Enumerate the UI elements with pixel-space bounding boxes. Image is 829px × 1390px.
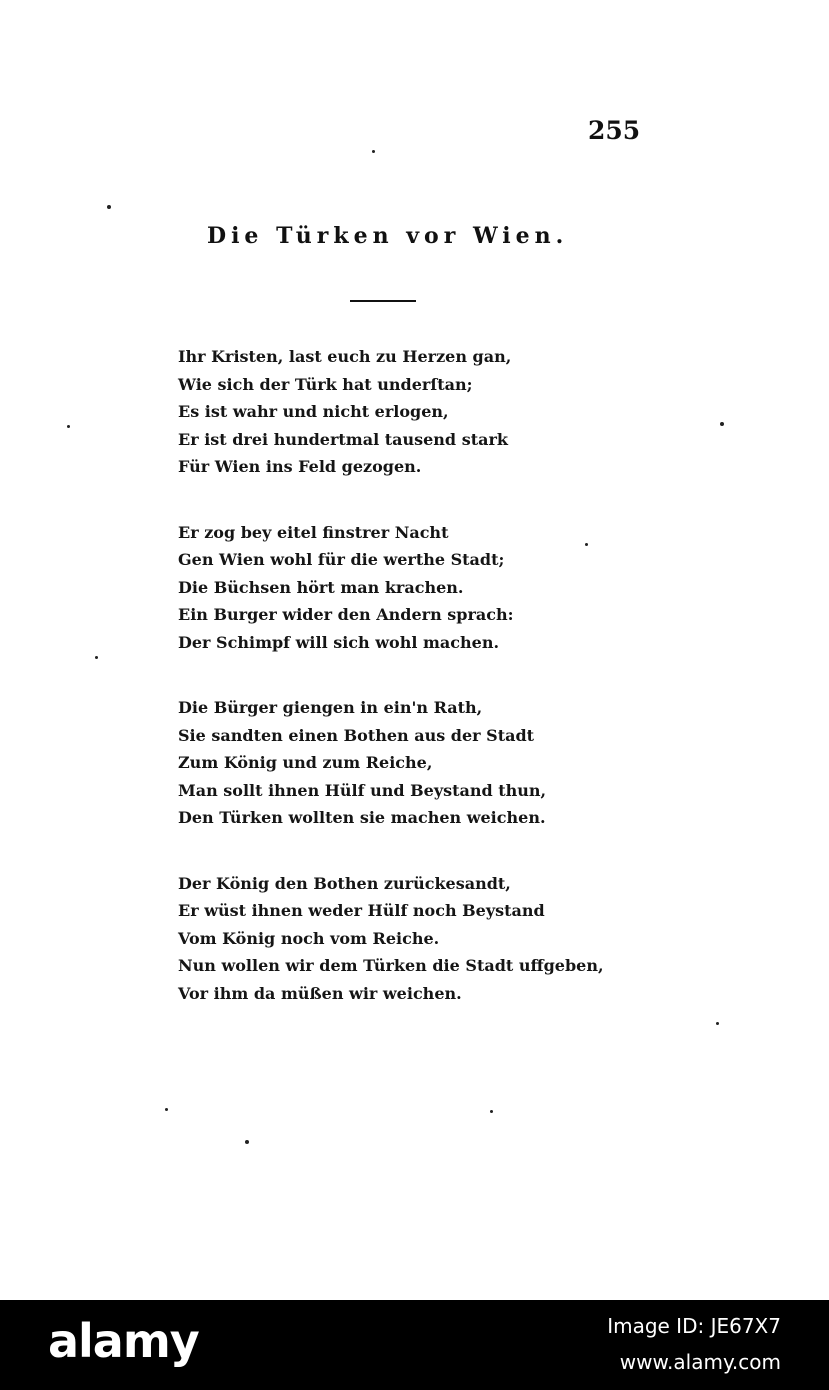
poem-line: Sie sandten einen Bothen aus der Stadt <box>178 725 535 745</box>
poem-body <box>178 343 618 1007</box>
poem-line: Er wüst ihnen weder Hülf noch Beystand <box>178 901 545 920</box>
poem-line: Ein Burger wider den Andern sprach: <box>178 605 514 624</box>
poem-title: Die Türken vor Wien. <box>207 223 569 249</box>
brand-logo: alamy <box>48 1314 199 1368</box>
poem-line: Ihr Kristen, last euch zu Herzen gan, <box>178 347 512 366</box>
poem-line: Es ist wahr und nicht erlogen, <box>178 402 449 421</box>
poem-line: Für Wien ins Feld gezogen. <box>178 457 422 476</box>
poem-line: Zum König und zum Reiche, <box>178 753 433 772</box>
poem-line: Man sollt ihnen Hülf und Beystand thun, <box>178 780 547 800</box>
poem-line: Er ist drei hundertmal tausend stark <box>178 429 508 449</box>
poem-line: Gen Wien wohl für die werthe Stadt; <box>178 550 505 569</box>
paper-speck <box>107 205 111 209</box>
paper-speck <box>716 1022 719 1025</box>
poem-line: Der König den Bothen zurückesandt, <box>178 873 511 893</box>
poem-line: Nun wollen wir dem Türken die Stadt uffgeben, <box>178 956 604 975</box>
title-divider <box>350 300 416 302</box>
stanza-3 <box>178 694 618 832</box>
poem-line: Der Schimpf will sich wohl machen. <box>178 632 500 652</box>
poem-line: Vor ihm da müßen wir weichen. <box>178 983 462 1003</box>
paper-speck <box>372 150 375 153</box>
poem-line: Die Büchsen hört man krachen. <box>178 577 464 597</box>
poem-line: Die Bürger giengen in ein'n Rath, <box>178 698 483 717</box>
paper-speck <box>165 1108 168 1111</box>
poem-line: Er zog bey eitel finstrer Nacht <box>178 522 449 542</box>
poem-line: Vom König noch vom Reiche. <box>178 928 440 948</box>
stanza-4 <box>178 870 618 1008</box>
poem-line: Den Türken wollten sie machen weichen. <box>178 808 546 827</box>
stanza-1 <box>178 343 618 481</box>
image-id: Image ID: JE67X7 <box>607 1314 781 1338</box>
paper-speck <box>490 1110 493 1113</box>
stock-watermark-bar <box>0 1300 829 1390</box>
paper-speck <box>720 422 724 426</box>
site-url: www.alamy.com <box>619 1350 781 1374</box>
stanza-2 <box>178 519 618 657</box>
paper-speck <box>95 656 98 659</box>
poem-line: Wie sich der Türk hat underſtan; <box>178 374 473 394</box>
paper-speck <box>67 425 70 428</box>
page-number: 255 <box>588 116 641 145</box>
paper-speck <box>245 1140 249 1144</box>
paper-speck <box>585 543 588 546</box>
